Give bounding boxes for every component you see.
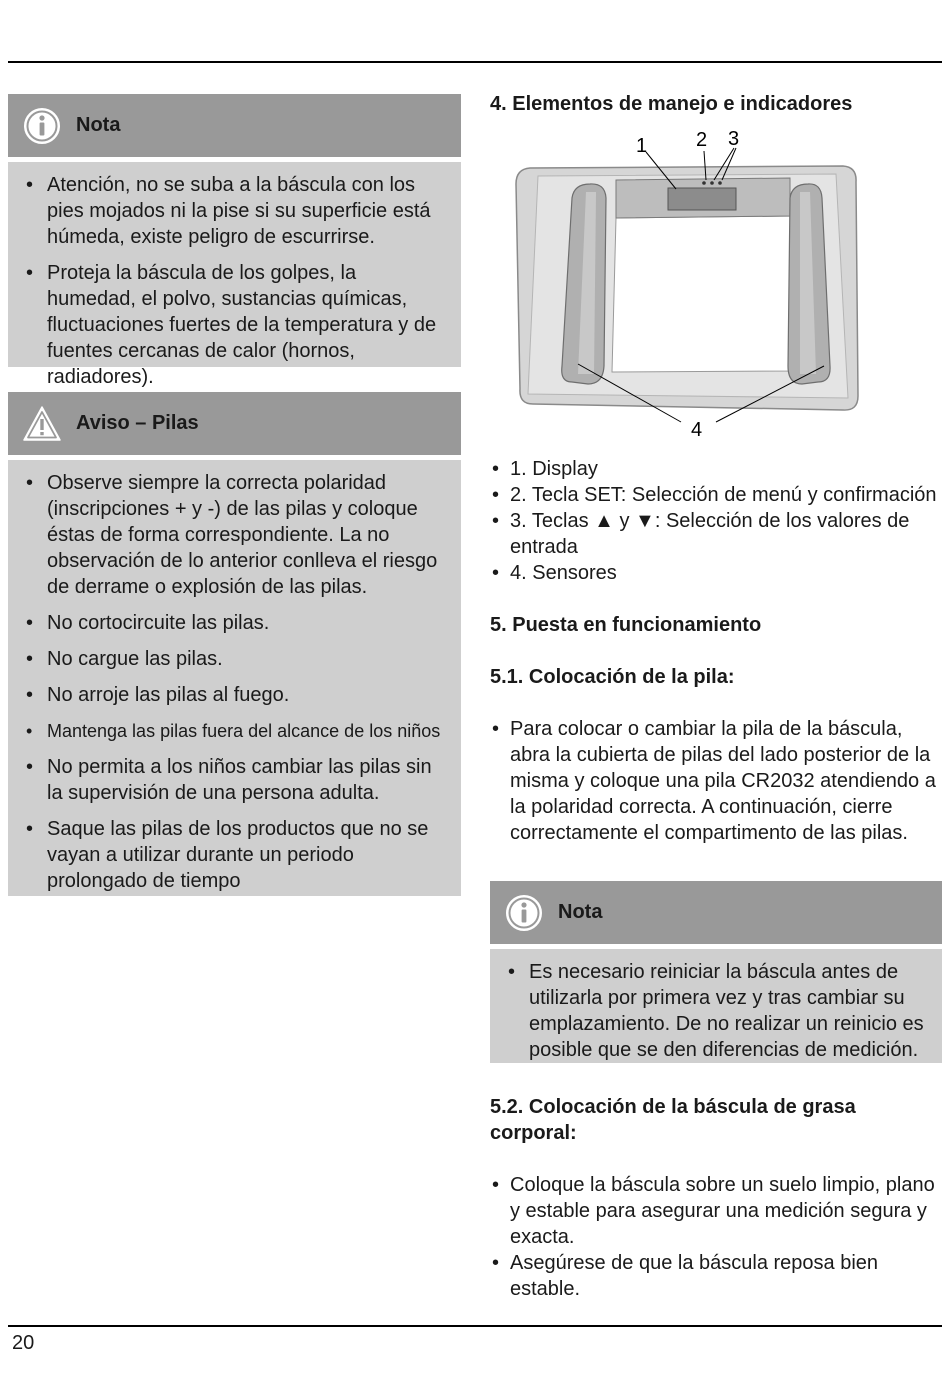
scale-diagram — [508, 126, 868, 444]
info-icon — [504, 893, 544, 933]
note-box-1-body — [8, 162, 461, 388]
list-item: • Observe siempre la correcta polaridad (inscripciones + y -) de las pilas y coloque éstas de forma correspondiente. La no observación de lo anterior conlleva el riesgo de derrame o explosión de las pilas. — [22, 470, 447, 600]
list-item: • No cortocircuite las pilas. — [22, 610, 447, 636]
warning-box — [8, 392, 461, 896]
list-item: • 3. Teclas ▲ y ▼: Selección de los valores de entrada — [490, 508, 942, 560]
list-item: • Saque las pilas de los productos que no se vayan a utilizar durante un periodo prolongado de tiempo — [22, 816, 447, 894]
list-item: • No arroje las pilas al fuego. — [22, 682, 447, 708]
top-rule — [8, 61, 942, 63]
note-box-2-header — [490, 881, 942, 944]
list-item: • 4. Sensores — [490, 560, 942, 586]
note-box-1 — [8, 94, 461, 388]
list-item: • Asegúrese de que la báscula reposa bien estable. — [490, 1250, 942, 1302]
section-5-1-heading: 5.1. Colocación de la pila: — [490, 666, 735, 688]
controls-list — [490, 456, 942, 586]
list-item: • Atención, no se suba a la báscula con los pies mojados ni la pise si su superficie está húmeda, existe peligro de escurrirse. — [22, 172, 447, 250]
list-item: • Mantenga las pilas fuera del alcance de los niños — [22, 718, 447, 744]
list-item: • Es necesario reiniciar la báscula antes de utilizarla por primera vez y tras cambiar su emplazamiento. De no realizar un reinicio es posible que se den diferencias de medición. — [504, 959, 928, 1063]
warning-box-title: Aviso – Pilas — [76, 412, 199, 434]
placement-list — [490, 1172, 942, 1302]
list-item: • Coloque la báscula sobre un suelo limpio, plano y estable para asegurar una medición segura y exacta. — [490, 1172, 942, 1250]
info-icon — [22, 106, 62, 146]
list-item: • No cargue las pilas. — [22, 646, 447, 672]
figure-label-4: 4 — [691, 419, 703, 441]
warning-box-body — [8, 460, 461, 896]
battery-list — [490, 716, 942, 846]
list-item: • 2. Tecla SET: Selección de menú y confirmación — [490, 482, 942, 508]
warning-box-header — [8, 392, 461, 455]
note-box-2-body — [490, 949, 942, 1063]
list-item: • No permita a los niños cambiar las pilas sin la supervisión de una persona adulta. — [22, 754, 447, 806]
page-number: 20 — [12, 1332, 35, 1354]
note-box-1-header — [8, 94, 461, 157]
note-box-2-title: Nota — [558, 901, 603, 923]
figure-label-3: 3 — [728, 128, 740, 150]
list-item: • Para colocar o cambiar la pila de la báscula, abra la cubierta de pilas del lado posterior de la misma y coloque una pila CR2032 atendiendo a la polaridad correcta. A continuación, cierre correctamente el compartimento de las pilas. — [490, 716, 942, 846]
note-box-2 — [490, 881, 942, 1063]
figure-label-1: 1 — [636, 135, 648, 157]
section-4-heading: 4. Elementos de manejo e indicadores — [490, 93, 853, 115]
section-5-2-heading: 5.2. Colocación de la báscula de grasa corporal: — [490, 1096, 856, 1144]
figure-label-2: 2 — [696, 129, 708, 151]
section-5-heading: 5. Puesta en funcionamiento — [490, 614, 762, 636]
list-item: • Proteja la báscula de los golpes, la humedad, el polvo, sustancias químicas, fluctuaciones fuertes de la temperatura y de fuentes cercanas de calor (hornos, radiadores). — [22, 260, 447, 390]
list-item: • 1. Display — [490, 456, 942, 482]
bottom-rule — [8, 1325, 942, 1327]
warning-triangle-icon — [22, 404, 62, 444]
note-box-1-title: Nota — [76, 114, 121, 136]
